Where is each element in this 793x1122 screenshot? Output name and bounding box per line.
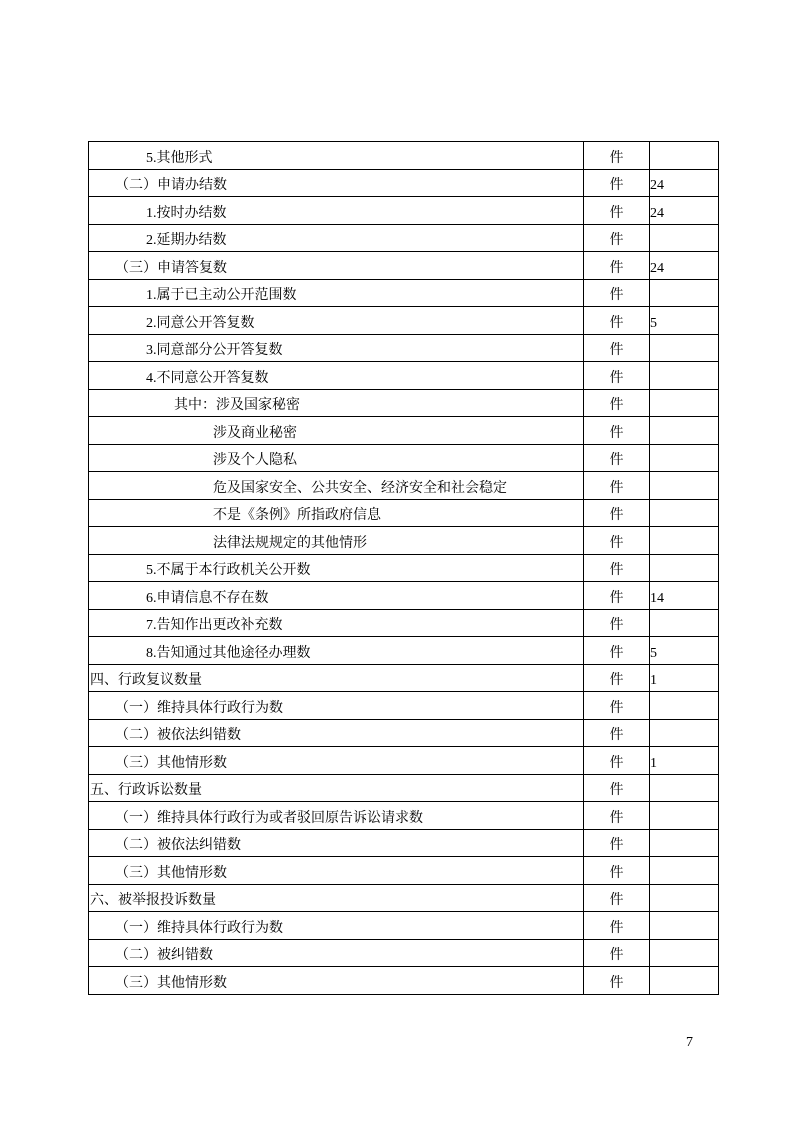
row-label: （二）被纠错数 (89, 939, 584, 967)
table-row (89, 142, 719, 170)
row-label: 1.按时办结数 (89, 197, 584, 225)
row-unit: 件 (584, 967, 650, 995)
row-unit: 件 (584, 692, 650, 720)
row-unit: 件 (584, 857, 650, 885)
row-unit: 件 (584, 389, 650, 417)
row-unit: 件 (584, 554, 650, 582)
row-value (650, 334, 719, 362)
row-label: 5.其他形式 (89, 142, 584, 170)
row-unit: 件 (584, 197, 650, 225)
row-label: 3.同意部分公开答复数 (89, 334, 584, 362)
row-unit: 件 (584, 252, 650, 280)
row-unit: 件 (584, 829, 650, 857)
table-row (89, 967, 719, 995)
table-row (89, 554, 719, 582)
row-value (650, 417, 719, 445)
row-unit: 件 (584, 884, 650, 912)
row-value (650, 884, 719, 912)
row-value (650, 499, 719, 527)
row-value (650, 362, 719, 390)
row-label: 法律法规规定的其他情形 (89, 527, 584, 555)
row-value: 5 (650, 637, 719, 665)
table-row (89, 499, 719, 527)
row-value (650, 829, 719, 857)
row-value: 5 (650, 307, 719, 335)
row-value (650, 939, 719, 967)
table-row (89, 747, 719, 775)
row-label: 8.告知通过其他途径办理数 (89, 637, 584, 665)
row-label: （三）申请答复数 (89, 252, 584, 280)
row-label: 1.属于已主动公开范围数 (89, 279, 584, 307)
row-label: （一）维持具体行政行为数 (89, 692, 584, 720)
row-label: 五、行政诉讼数量 (89, 774, 584, 802)
table-row (89, 252, 719, 280)
row-label: （三）其他情形数 (89, 857, 584, 885)
row-value: 24 (650, 169, 719, 197)
table-row (89, 912, 719, 940)
table-row (89, 169, 719, 197)
row-value (650, 774, 719, 802)
table-row (89, 334, 719, 362)
row-unit: 件 (584, 499, 650, 527)
row-label: 4.不同意公开答复数 (89, 362, 584, 390)
row-value (650, 967, 719, 995)
row-label: （三）其他情形数 (89, 747, 584, 775)
row-unit: 件 (584, 417, 650, 445)
row-unit: 件 (584, 307, 650, 335)
table-row (89, 279, 719, 307)
row-value (650, 692, 719, 720)
row-value (650, 719, 719, 747)
row-value: 24 (650, 197, 719, 225)
row-label: 5.不属于本行政机关公开数 (89, 554, 584, 582)
table-row (89, 389, 719, 417)
table-row (89, 362, 719, 390)
row-label: 危及国家安全、公共安全、经济安全和社会稳定 (89, 472, 584, 500)
row-unit: 件 (584, 774, 650, 802)
row-unit: 件 (584, 142, 650, 170)
row-value: 1 (650, 664, 719, 692)
row-label: 2.同意公开答复数 (89, 307, 584, 335)
row-value (650, 279, 719, 307)
row-label: 其中：涉及国家秘密 (89, 389, 584, 417)
table-row (89, 197, 719, 225)
table-row (89, 719, 719, 747)
row-unit: 件 (584, 719, 650, 747)
table-row (89, 417, 719, 445)
row-label: （二）被依法纠错数 (89, 829, 584, 857)
row-value (650, 802, 719, 830)
row-unit: 件 (584, 334, 650, 362)
page-number: 7 (686, 1035, 693, 1050)
table-row (89, 939, 719, 967)
row-unit: 件 (584, 527, 650, 555)
table-row (89, 224, 719, 252)
row-value (650, 554, 719, 582)
table-row (89, 582, 719, 610)
row-label: 2.延期办结数 (89, 224, 584, 252)
table-row (89, 664, 719, 692)
table-row (89, 472, 719, 500)
row-label: 6.申请信息不存在数 (89, 582, 584, 610)
table-row (89, 637, 719, 665)
row-label: 7.告知作出更改补充数 (89, 609, 584, 637)
row-unit: 件 (584, 802, 650, 830)
row-unit: 件 (584, 912, 650, 940)
row-unit: 件 (584, 169, 650, 197)
row-label: （一）维持具体行政行为数 (89, 912, 584, 940)
table-row (89, 857, 719, 885)
statistics-table (88, 141, 719, 995)
row-unit: 件 (584, 637, 650, 665)
table-row (89, 802, 719, 830)
row-label: （一）维持具体行政行为或者驳回原告诉讼请求数 (89, 802, 584, 830)
row-value: 24 (650, 252, 719, 280)
row-value (650, 912, 719, 940)
table-row (89, 829, 719, 857)
row-value (650, 224, 719, 252)
statistics-table-body (89, 142, 719, 995)
row-value: 1 (650, 747, 719, 775)
row-value (650, 142, 719, 170)
table-row (89, 774, 719, 802)
row-label: 不是《条例》所指政府信息 (89, 499, 584, 527)
table-row (89, 884, 719, 912)
row-value (650, 389, 719, 417)
row-unit: 件 (584, 444, 650, 472)
row-label: 四、行政复议数量 (89, 664, 584, 692)
row-value: 14 (650, 582, 719, 610)
table-row (89, 444, 719, 472)
row-value (650, 472, 719, 500)
row-value (650, 857, 719, 885)
row-unit: 件 (584, 279, 650, 307)
row-unit: 件 (584, 609, 650, 637)
row-label: 涉及商业秘密 (89, 417, 584, 445)
row-value (650, 444, 719, 472)
table-row (89, 692, 719, 720)
row-unit: 件 (584, 582, 650, 610)
row-label: （二）被依法纠错数 (89, 719, 584, 747)
row-label: 六、被举报投诉数量 (89, 884, 584, 912)
row-value (650, 527, 719, 555)
row-unit: 件 (584, 664, 650, 692)
row-label: （三）其他情形数 (89, 967, 584, 995)
table-row (89, 307, 719, 335)
row-unit: 件 (584, 224, 650, 252)
row-unit: 件 (584, 939, 650, 967)
row-value (650, 609, 719, 637)
row-unit: 件 (584, 472, 650, 500)
row-label: 涉及个人隐私 (89, 444, 584, 472)
table-row (89, 609, 719, 637)
row-label: （二）申请办结数 (89, 169, 584, 197)
row-unit: 件 (584, 362, 650, 390)
table-row (89, 527, 719, 555)
row-unit: 件 (584, 747, 650, 775)
